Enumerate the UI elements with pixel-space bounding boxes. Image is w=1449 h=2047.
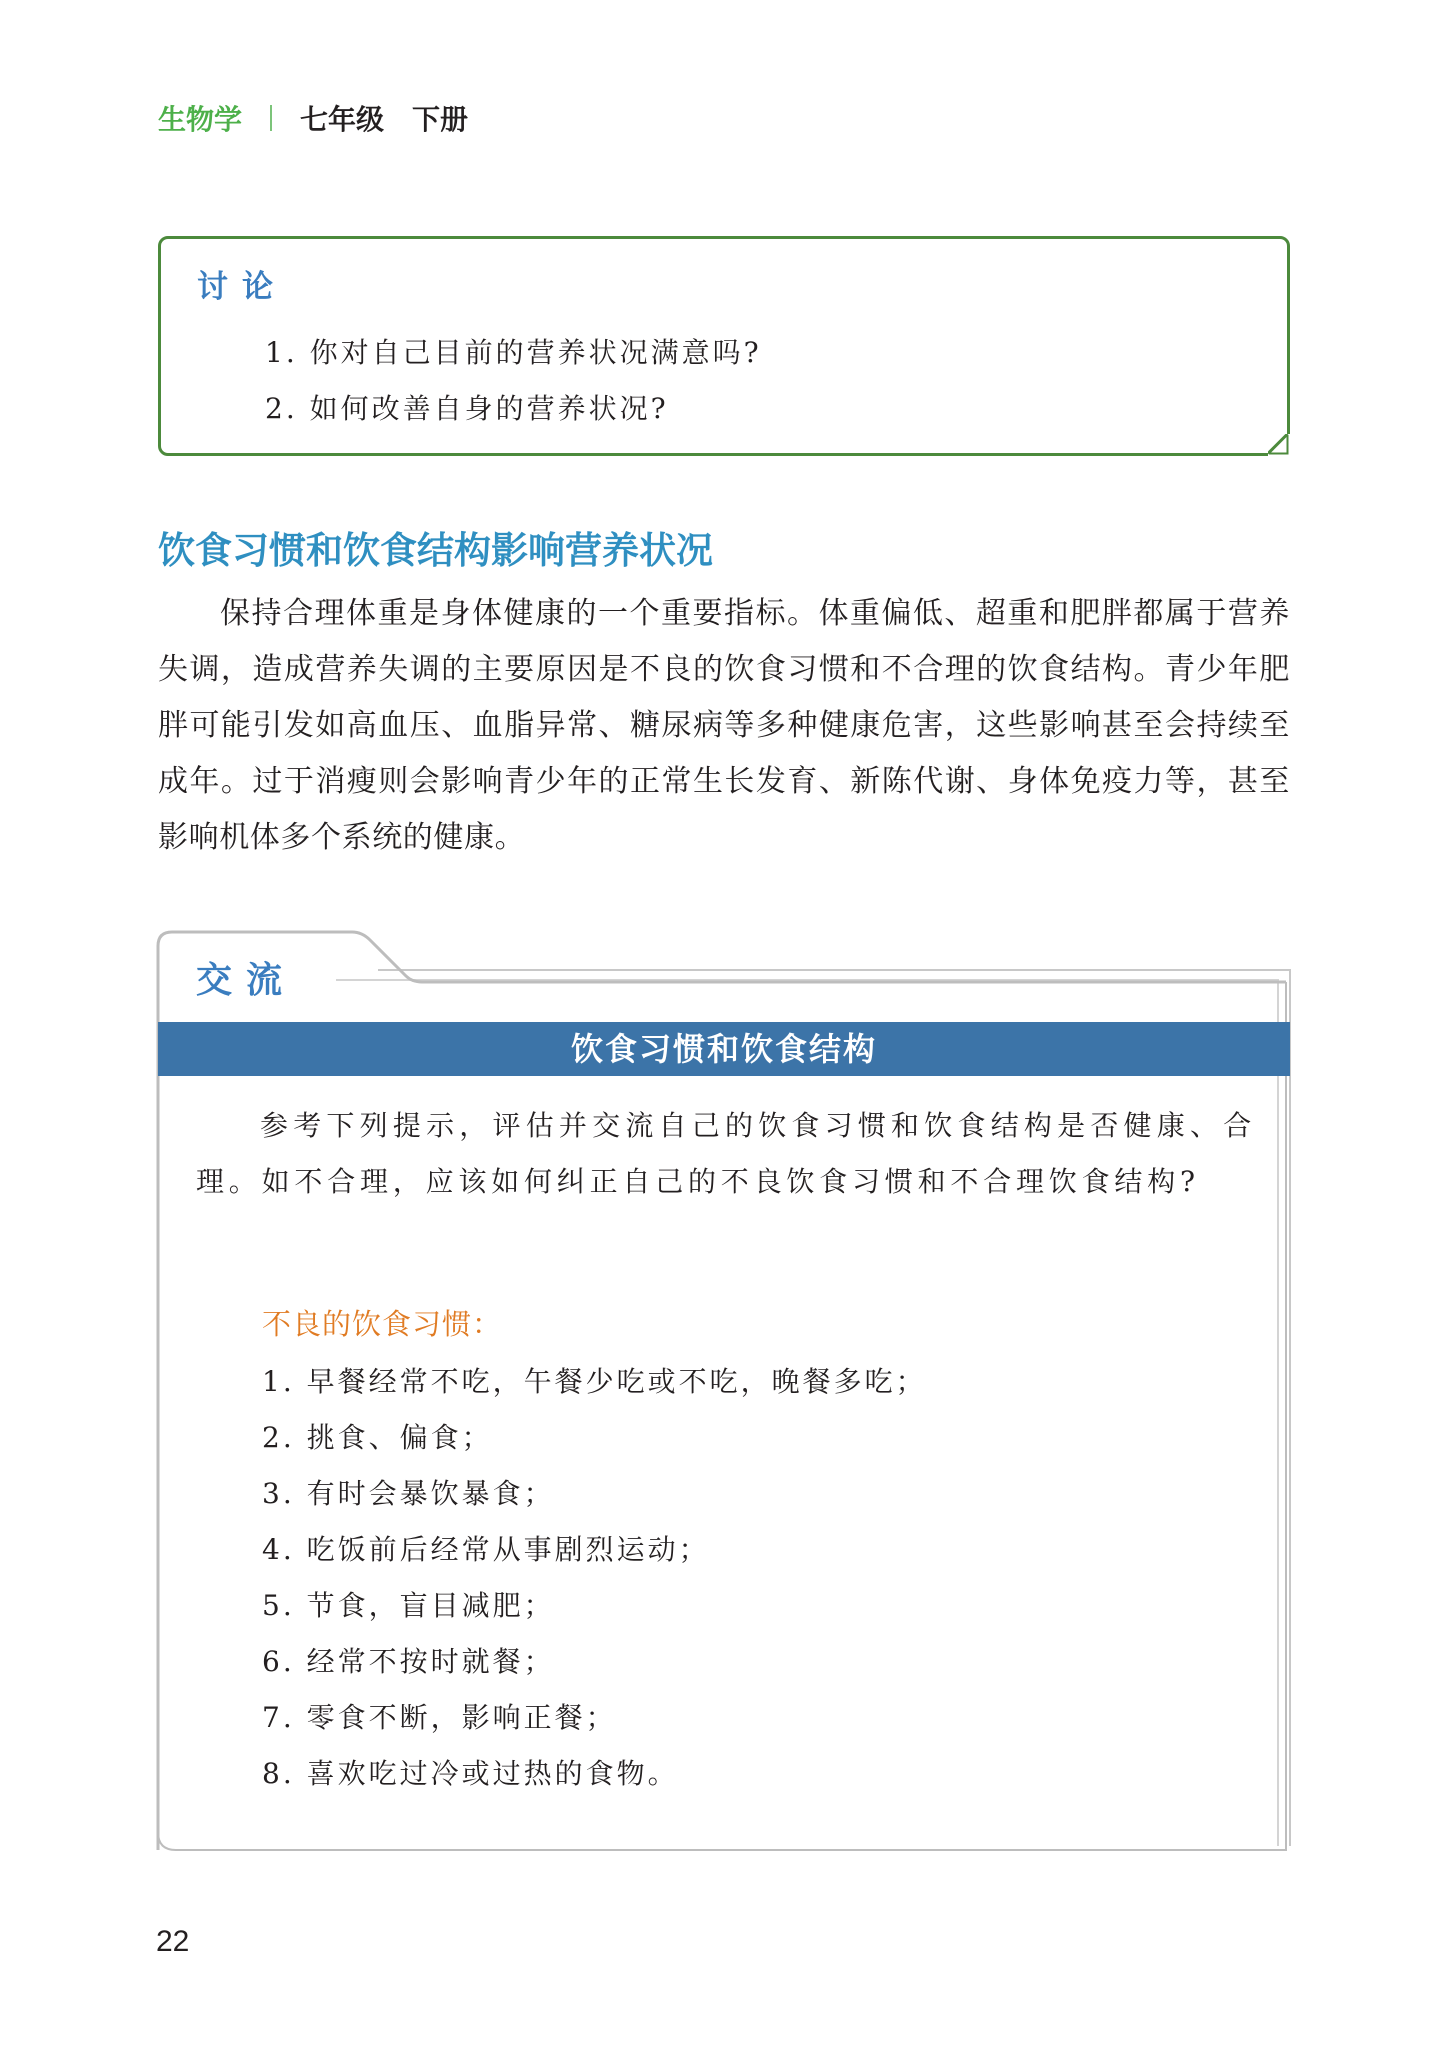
page-header [158,96,468,140]
volume-label: 下册 [412,103,469,136]
grade-label: 七年级 [300,103,385,136]
discussion-box [158,236,1290,456]
folded-corner-icon [1268,434,1290,456]
bad-habits-title: 不良的饮食习惯： [262,1307,503,1341]
page-number: 22 [156,1925,190,1958]
list-item: 2. 挑食、偏食； [262,1421,493,1454]
exchange-panel [156,930,1294,1852]
list-item: 5. 节食，盲目减肥； [262,1589,555,1622]
exchange-title-bar: 饮食习惯和饮食结构 [158,1022,1290,1076]
discussion-question: 1. 你对自己目前的营养状况满意吗? [265,336,762,369]
header-divider [270,105,272,131]
list-item: 4. 吃饭前后经常从事剧烈运动； [262,1533,710,1566]
discussion-question: 2. 如何改善自身的营养状况? [265,392,669,425]
body-paragraph: 保持合理体重是身体健康的一个重要指标。体重偏低、超重和肥胖都属于营养失调，造成营养失调的主要原因是不良的饮食习惯和不合理的饮食结构。青少年肥胖可能引发如高血压、血脂异常、糖尿病等多种健康危害，这些影响甚至会持续至成年。过于消瘦则会影响青少年的正常生长发育、新陈代谢、身体免疫力等，甚至影响机体多个系统的健康。 [158,596,1290,855]
discussion-title: 讨论 [197,269,287,305]
list-item: 6. 经常不按时就餐； [262,1645,555,1678]
list-item: 8. 喜欢吃过冷或过热的食物。 [262,1757,679,1790]
section-heading: 饮食习惯和饮食结构影响营养状况 [158,529,713,572]
subject-label: 生物学 [158,103,243,136]
bad-habits-list [262,1354,927,1802]
list-item: 1. 早餐经常不吃，午餐少吃或不吃，晚餐多吃； [262,1365,927,1398]
exchange-tab-label: 交流 [196,960,297,1001]
list-item: 3. 有时会暴饮暴食； [262,1477,555,1510]
exchange-intro: 参考下列提示，评估并交流自己的饮食习惯和饮食结构是否健康、合理。如不合理，应该如何纠正自己的不良饮食习惯和不合理饮食结构? [196,1109,1256,1198]
list-item: 7. 零食不断，影响正餐； [262,1701,617,1734]
